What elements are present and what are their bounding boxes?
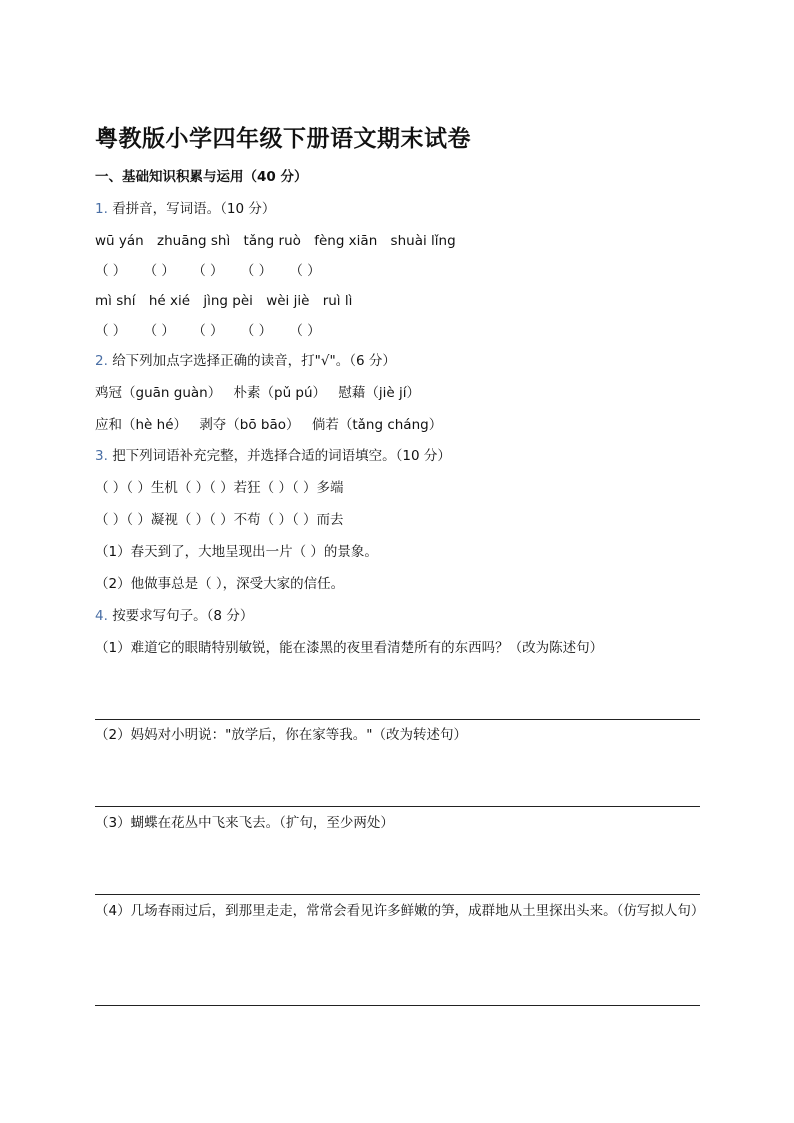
answer-blank[interactable]: （ ） [95, 323, 127, 339]
fill-sentence-1[interactable]: （1）春天到了，大地呈现出一片（ ）的景象。 [95, 544, 378, 560]
sentence-task-4: （4）几场春雨过后，到那里走走，常常会看见许多鲜嫩的笋，成群地从土里探出头来。（仿写拟人句） [95, 903, 705, 919]
pinyin-row-1 [95, 232, 465, 250]
pinyin-item: fèng xiān [314, 233, 378, 249]
sentence-task-3: （3）蝴蝶在花丛中飞来飞去。（扩句，至少两处） [95, 815, 394, 831]
question-2 [95, 352, 396, 370]
reading-choice[interactable]: 剥夺（bō bāo） [199, 417, 300, 433]
answer-line-3[interactable] [95, 894, 700, 895]
reading-choice[interactable]: 鸡冠（guān guàn） [95, 385, 222, 401]
page-title: 粤教版小学四年级下册语文期末试卷 [95, 126, 471, 152]
idiom-row-2[interactable]: （ ）（ ）凝视（ ）（ ）不苟（ ）（ ）而去 [95, 512, 344, 528]
reading-choice[interactable]: 应和（hè hé） [95, 417, 188, 433]
question-text: 给下列加点字选择正确的读音，打"√"。（6 分） [112, 353, 396, 369]
question-text: 按要求写句子。（8 分） [112, 608, 254, 624]
answer-blank[interactable]: （ ） [192, 263, 224, 279]
pinyin-item: zhuāng shì [157, 233, 231, 249]
pinyin-row-2 [95, 292, 361, 310]
answer-blanks-row-2 [95, 322, 334, 340]
pinyin-item: shuài lǐng [390, 233, 456, 249]
sentence-task-1: （1）难道它的眼睛特别敏锐，能在漆黑的夜里看清楚所有的东西吗？（改为陈述句） [95, 640, 604, 656]
reading-choice[interactable]: 慰藉（jiè jí） [338, 385, 420, 401]
answer-blank[interactable]: （ ） [289, 323, 321, 339]
answer-blanks-row-1 [95, 262, 334, 280]
fill-sentence-2[interactable]: （2）他做事总是（ ），深受大家的信任。 [95, 576, 345, 592]
question-number: 4. [95, 608, 108, 624]
answer-blank[interactable]: （ ） [240, 263, 273, 279]
answer-line-2[interactable] [95, 806, 700, 807]
idiom-row-1[interactable]: （ ）（ ）生机（ ）（ ）若狂（ ）（ ）多端 [95, 480, 344, 496]
pinyin-item: tǎng ruò [243, 233, 301, 249]
section-heading: 一、基础知识积累与运用（40 分） [95, 169, 308, 185]
answer-blank[interactable]: （ ） [95, 263, 127, 279]
answer-blank[interactable]: （ ） [143, 323, 175, 339]
pinyin-item: wèi jiè [266, 293, 310, 309]
answer-blank[interactable]: （ ） [289, 263, 321, 279]
pinyin-item: hé xié [148, 293, 191, 309]
question-3 [95, 447, 451, 465]
pinyin-item: mì shí [95, 293, 136, 309]
reading-choice-row-2 [95, 416, 442, 434]
question-text: 看拼音，写词语。（10 分） [112, 201, 276, 217]
answer-line-4[interactable] [95, 1005, 700, 1006]
answer-blank[interactable]: （ ） [143, 263, 175, 279]
question-number: 2. [95, 353, 108, 369]
question-1 [95, 200, 275, 218]
question-number: 1. [95, 201, 108, 217]
reading-choice[interactable]: 朴素（pǔ pú） [233, 385, 327, 401]
pinyin-item: ruì lì [322, 293, 353, 309]
answer-blank[interactable]: （ ） [192, 323, 224, 339]
question-4 [95, 607, 253, 625]
answer-blank[interactable]: （ ） [240, 323, 273, 339]
question-text: 把下列词语补充完整，并选择合适的词语填空。（10 分） [112, 448, 451, 464]
answer-line-1[interactable] [95, 719, 700, 720]
sentence-task-2: （2）妈妈对小明说："放学后，你在家等我。"（改为转述句） [95, 727, 468, 743]
reading-choice-row-1 [95, 384, 420, 402]
question-number: 3. [95, 448, 108, 464]
pinyin-item: jìng pèi [203, 293, 253, 309]
pinyin-item: wū yán [95, 233, 144, 249]
reading-choice[interactable]: 倘若（tǎng cháng） [311, 417, 443, 433]
